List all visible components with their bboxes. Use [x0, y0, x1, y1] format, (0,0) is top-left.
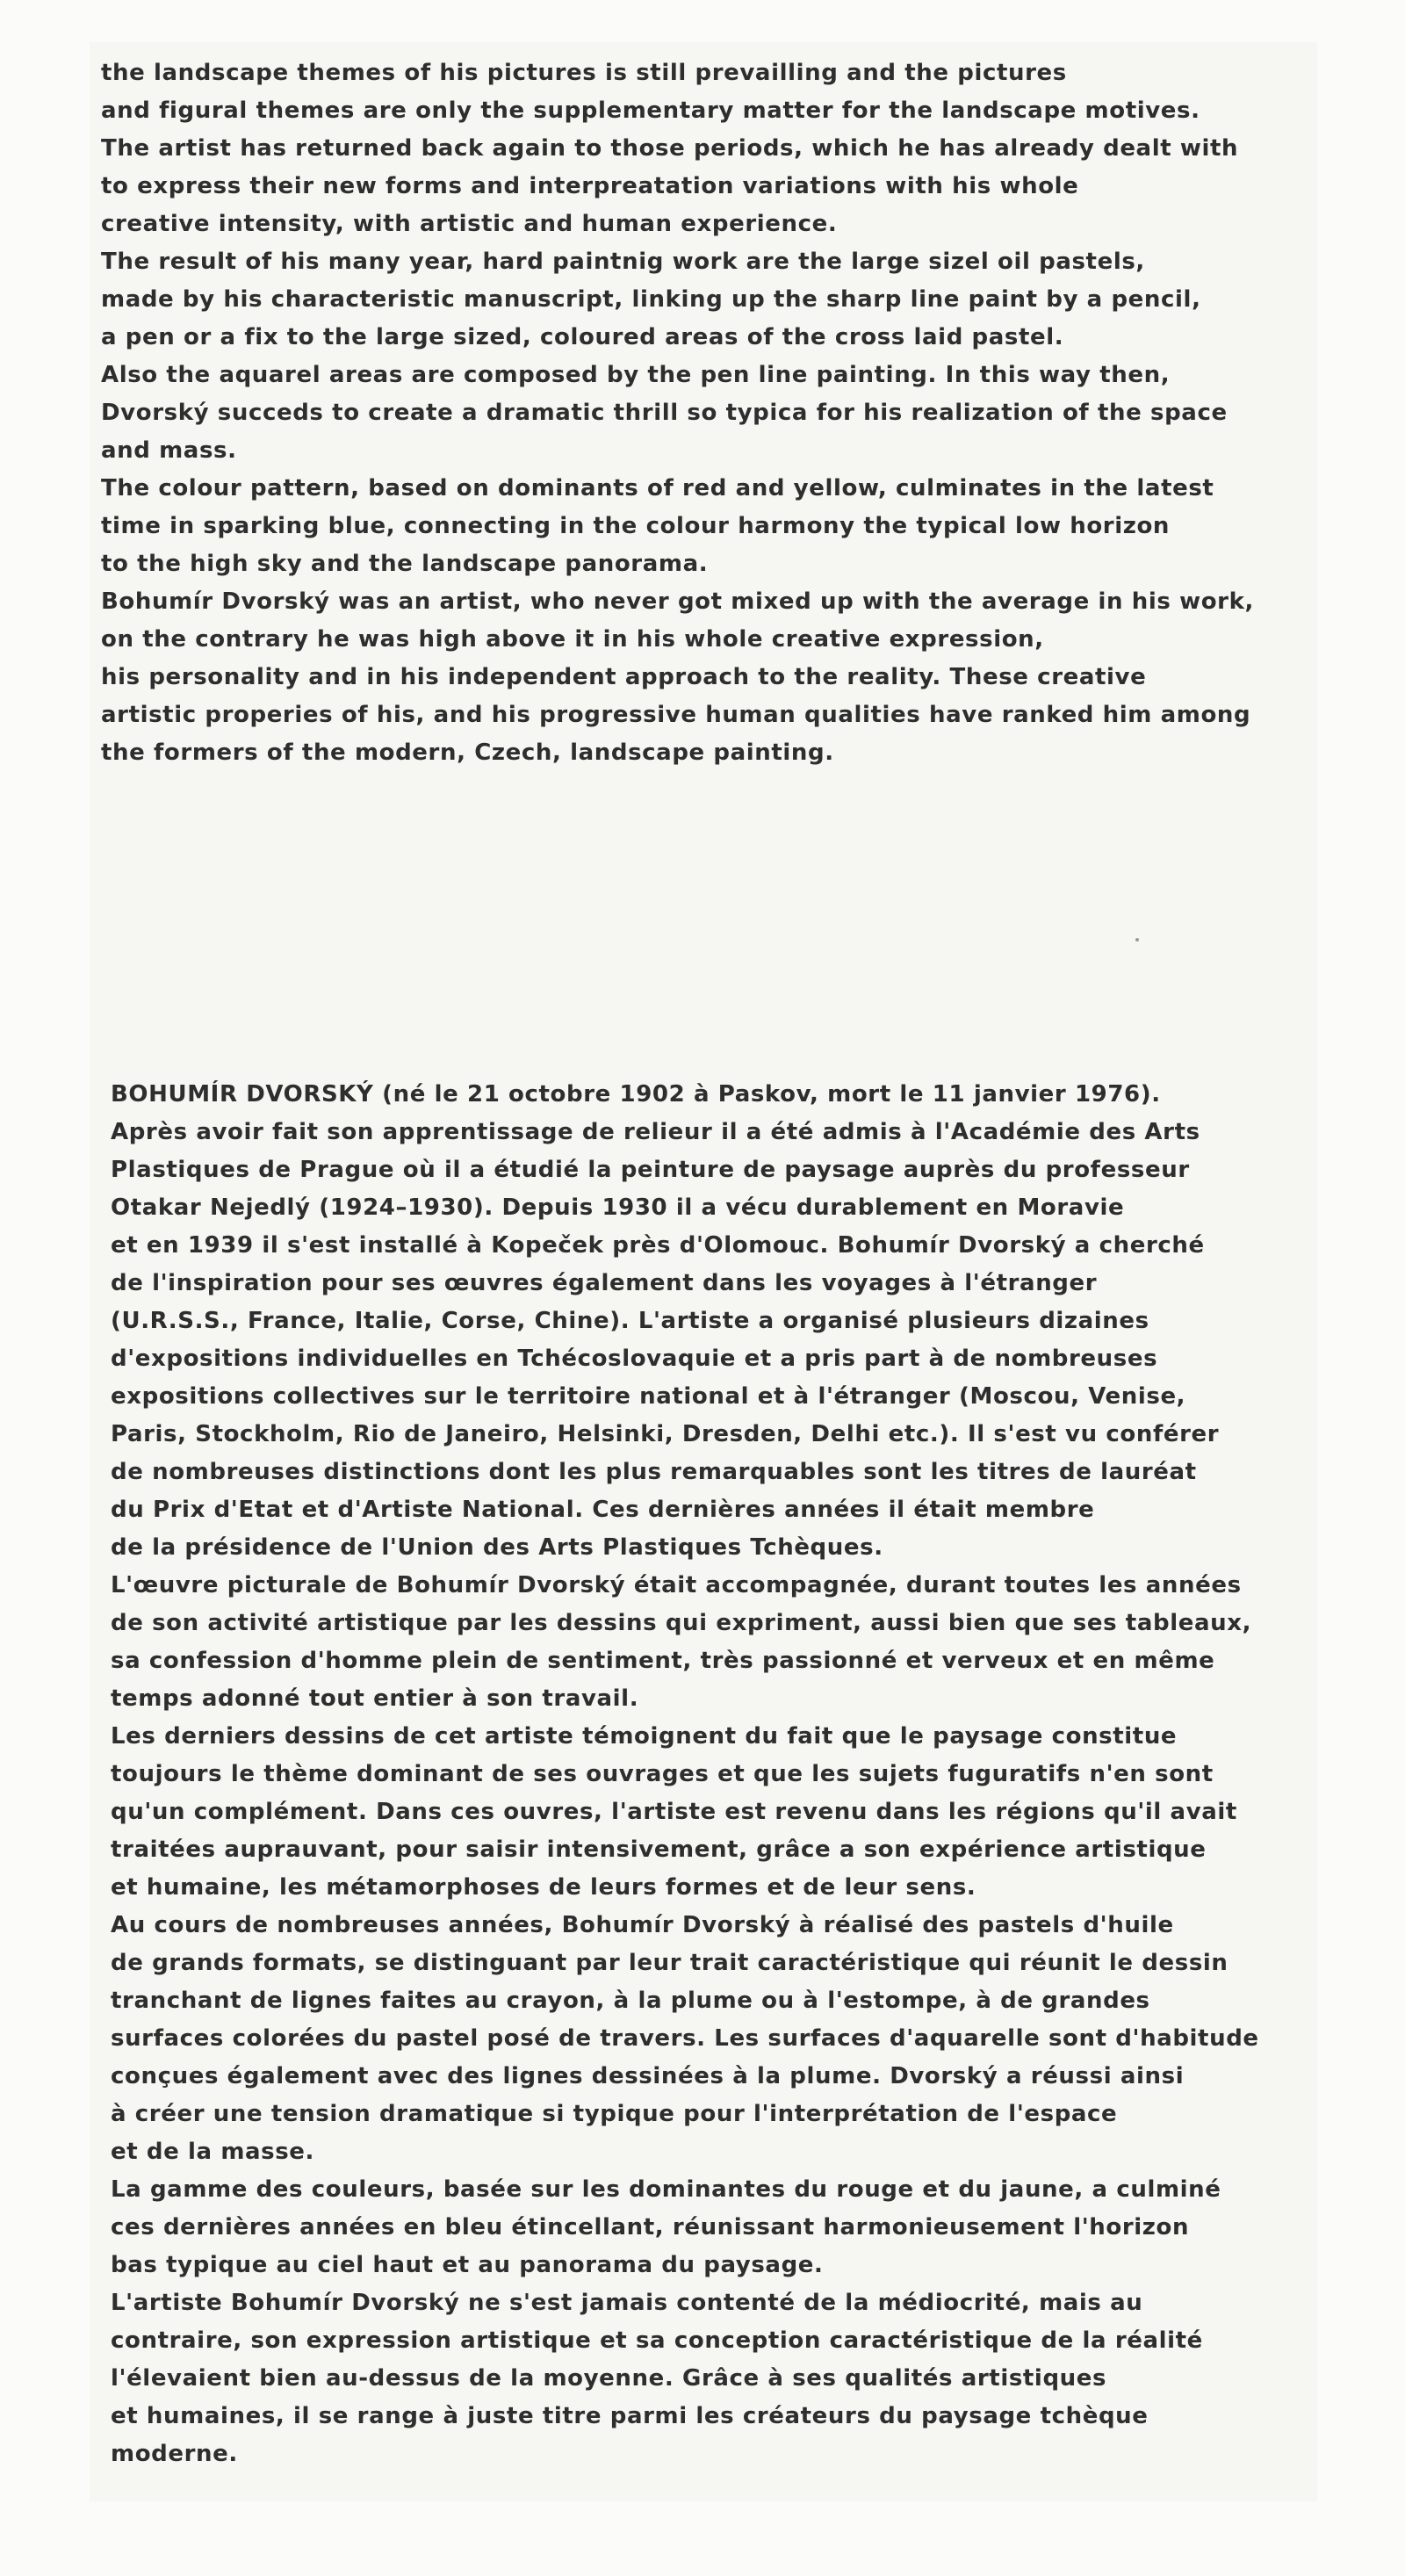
text-line: tranchant de lignes faites au crayon, à la plume ou à l'estompe, à de grandes — [111, 1988, 1150, 2014]
text-line: expositions collectives sur le territoire national et à l'étranger (Moscou, Venise, — [111, 1383, 1186, 1410]
english-text-block — [101, 54, 1254, 772]
text-line: (U.R.S.S., France, Italie, Corse, Chine). L'artiste a organisé plusieurs dizaines — [111, 1308, 1149, 1334]
text-line: sa confession d'homme plein de sentiment, très passionné et verveux et en même — [111, 1648, 1215, 1674]
text-line: a pen or a fix to the large sized, coloured areas of the cross laid pastel. — [101, 324, 1064, 350]
text-line: Dvorský succeds to create a dramatic thrill so typica for his realization of the space — [101, 400, 1228, 426]
text-line: et en 1939 il s'est installé à Kopeček près d'Olomouc. Bohumír Dvorský a cherché — [111, 1232, 1205, 1259]
text-line: de la présidence de l'Union des Arts Plastiques Tchèques. — [111, 1534, 883, 1561]
text-line: artistic properies of his, and his progressive human qualities have ranked him among — [101, 702, 1251, 728]
text-line: de son activité artistique par les dessins qui expriment, aussi bien que ses tableaux, — [111, 1610, 1252, 1636]
text-line: and mass. — [101, 437, 237, 464]
text-line: et de la masse. — [111, 2139, 315, 2165]
text-line: et humaines, il se range à juste titre parmi les créateurs du paysage tchèque — [111, 2403, 1149, 2429]
text-line: d'expositions individuelles en Tchécoslovaquie et a pris part à de nombreuses — [111, 1346, 1158, 1372]
text-line: de l'inspiration pour ses œuvres également dans les voyages à l'étranger — [111, 1270, 1098, 1296]
text-line: Paris, Stockholm, Rio de Janeiro, Helsinki, Dresden, Delhi etc.). Il s'est vu conférer — [111, 1421, 1220, 1447]
text-line: to the high sky and the landscape panorama. — [101, 551, 709, 577]
text-line: qu'un complément. Dans ces ouvres, l'artiste est revenu dans les régions qu'il avait — [111, 1799, 1237, 1825]
french-text-block — [111, 1076, 1259, 2473]
text-line: de grands formats, se distinguant par leur trait caractéristique qui réunit le dessin — [111, 1950, 1228, 1976]
text-line: Au cours de nombreuses années, Bohumír Dvorský à réalisé des pastels d'huile — [111, 1912, 1174, 1938]
text-line: bas typique au ciel haut et au panorama du paysage. — [111, 2252, 824, 2278]
text-line: toujours le thème dominant de ses ouvrages et que les sujets fuguratifs n'en sont — [111, 1761, 1214, 1787]
text-line: time in sparking blue, connecting in the colour harmony the typical low horizon — [101, 513, 1171, 539]
text-line: the landscape themes of his pictures is still prevailling and the pictures — [101, 60, 1067, 86]
text-line: The colour pattern, based on dominants of red and yellow, culminates in the latest — [101, 475, 1214, 501]
text-line: creative intensity, with artistic and human experience. — [101, 211, 838, 237]
text-line: and figural themes are only the supplementary matter for the landscape motives. — [101, 97, 1200, 124]
text-line: on the contrary he was high above it in his whole creative expression, — [101, 626, 1044, 653]
text-line: du Prix d'Etat et d'Artiste National. Ces dernières années il était membre — [111, 1497, 1095, 1523]
text-line: Also the aquarel areas are composed by the pen line painting. In this way then, — [101, 362, 1171, 388]
text-line: his personality and in his independent approach to the reality. These creative — [101, 664, 1147, 690]
text-line: to express their new forms and interpreatation variations with his whole — [101, 173, 1079, 199]
text-line: made by his characteristic manuscript, linking up the sharp line paint by a pencil, — [101, 286, 1201, 313]
text-line: temps adonné tout entier à son travail. — [111, 1685, 639, 1712]
text-line: traitées auprauvant, pour saisir intensivement, grâce a son expérience artistique — [111, 1836, 1207, 1863]
text-line: The artist has returned back again to those periods, which he has already dealt with — [101, 135, 1239, 162]
paper-speck — [1135, 938, 1139, 942]
text-line: Après avoir fait son apprentissage de relieur il a été admis à l'Académie des Arts — [111, 1119, 1200, 1145]
text-line: et humaine, les métamorphoses de leurs formes et de leur sens. — [111, 1874, 976, 1901]
text-line: the formers of the modern, Czech, landscape painting. — [101, 740, 834, 766]
text-line: à créer une tension dramatique si typique pour l'interprétation de l'espace — [111, 2101, 1118, 2127]
text-line: l'élevaient bien au-dessus de la moyenne. Grâce à ses qualités artistiques — [111, 2365, 1107, 2392]
text-line: The result of his many year, hard paintnig work are the large sizel oil pastels, — [101, 249, 1145, 275]
text-line: conçues également avec des lignes dessinées à la plume. Dvorský a réussi ainsi — [111, 2063, 1185, 2089]
text-line: BOHUMÍR DVORSKÝ (né le 21 octobre 1902 à Paskov, mort le 11 janvier 1976). — [111, 1081, 1161, 1108]
text-line: La gamme des couleurs, basée sur les dominantes du rouge et du jaune, a culminé — [111, 2176, 1221, 2203]
text-line: surfaces colorées du pastel posé de travers. Les surfaces d'aquarelle sont d'habitude — [111, 2025, 1259, 2052]
text-line: L'œuvre picturale de Bohumír Dvorský était accompagnée, durant toutes les années — [111, 1572, 1242, 1598]
text-line: moderne. — [111, 2441, 238, 2467]
text-line: contraire, son expression artistique et sa conception caractéristique de la réalité — [111, 2327, 1203, 2354]
text-line: Bohumír Dvorský was an artist, who never got mixed up with the average in his work, — [101, 588, 1254, 615]
text-line: Plastiques de Prague où il a étudié la peinture de paysage auprès du professeur — [111, 1157, 1190, 1183]
text-line: Les derniers dessins de cet artiste témoignent du fait que le paysage constitue — [111, 1723, 1178, 1750]
text-line: ces dernières années en bleu étincellant, réunissant harmonieusement l'horizon — [111, 2214, 1190, 2240]
text-line: L'artiste Bohumír Dvorský ne s'est jamais contenté de la médiocrité, mais au — [111, 2290, 1143, 2316]
text-line: Otakar Nejedlý (1924–1930). Depuis 1930 il a vécu durablement en Moravie — [111, 1194, 1125, 1221]
text-line: de nombreuses distinctions dont les plus remarquables sont les titres de lauréat — [111, 1459, 1197, 1485]
